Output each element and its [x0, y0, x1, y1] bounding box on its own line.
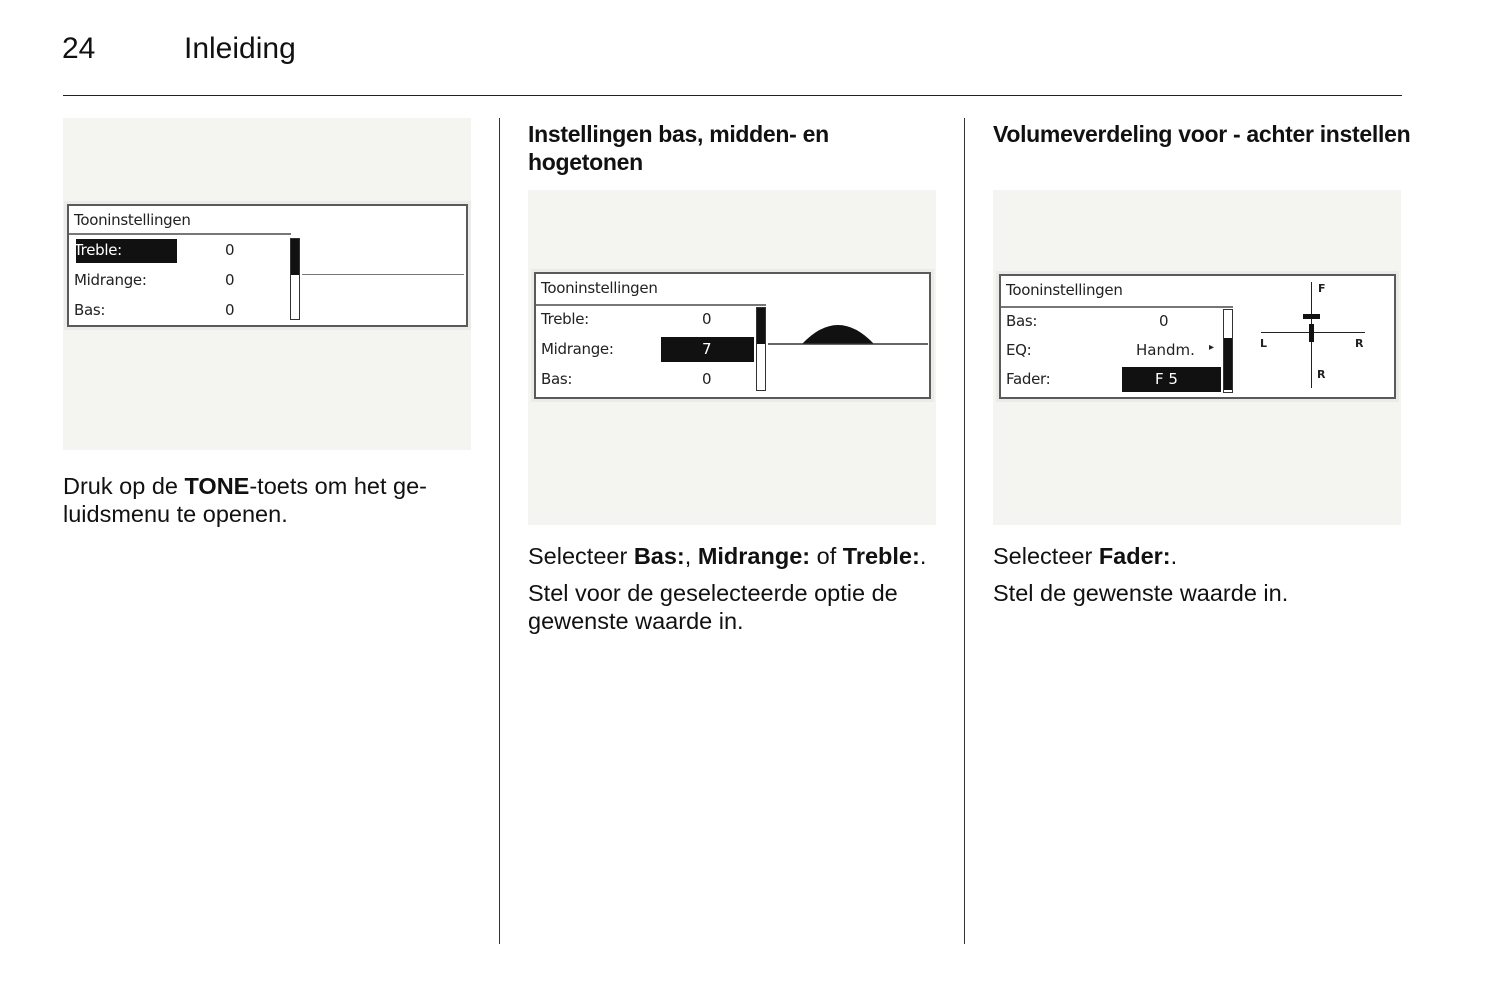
page-number: 24: [62, 32, 96, 65]
tone-screen-figure-3: [993, 190, 1401, 525]
display-screen: [999, 274, 1396, 399]
chapter-title: Inleiding: [184, 32, 296, 65]
eq-curve-midrange: [768, 314, 928, 354]
body-text-col2: Selecteer Bas:, Midrange: of Treble:. Stel voor de geselecteerde optie de gewenste waarde in.: [528, 543, 927, 634]
body-text-col1: Druk op de TONE-toets om het ge-luidsmenu te openen.: [63, 473, 427, 527]
setting-label: Fader:: [1006, 370, 1051, 388]
setting-row-treble: [69, 239, 309, 263]
setting-value: 0: [225, 301, 235, 319]
display-screen: [534, 272, 931, 399]
setting-row-treble: [536, 308, 776, 332]
setting-value: 0: [1159, 312, 1169, 330]
setting-row-bas: [69, 299, 309, 323]
scrollbar: [1223, 309, 1233, 393]
body-text-col3: Selecteer Fader:. Stel de gewenste waarde in.: [993, 543, 1289, 606]
balance-right-label: R: [1355, 337, 1364, 350]
screen-title: Tooninstellingen: [74, 211, 191, 229]
setting-row-midrange: [69, 269, 309, 293]
section-heading-tones: Instellingen bas, midden- en hogetonen: [528, 121, 829, 175]
fader-front-label: F: [1318, 282, 1326, 295]
setting-value: Handm.: [1136, 341, 1195, 359]
column-divider-1: [499, 118, 500, 944]
setting-label: Treble:: [74, 241, 122, 259]
title-underline: [536, 304, 766, 306]
submenu-arrow-icon: ▸: [1209, 342, 1215, 353]
eq-curve-flat: [302, 274, 464, 275]
setting-label: Midrange:: [541, 340, 614, 358]
setting-value: 0: [702, 370, 712, 388]
title-underline: [1001, 306, 1233, 308]
setting-row-bas: [536, 368, 776, 392]
column-divider-2: [964, 118, 965, 944]
balance-left-label: L: [1260, 337, 1268, 350]
tone-screen-figure-2: [528, 190, 936, 525]
title-underline: [69, 233, 291, 235]
setting-row-fader: [1001, 368, 1241, 392]
setting-value: 0: [702, 310, 712, 328]
tone-screen-figure-1: [63, 118, 471, 450]
setting-label: Treble:: [541, 310, 589, 328]
setting-row-eq: [1001, 339, 1241, 363]
scrollbar: [290, 238, 300, 320]
screen-title: Tooninstellingen: [541, 279, 658, 297]
setting-label: Bas:: [541, 370, 573, 388]
screen-title: Tooninstellingen: [1006, 281, 1123, 299]
scrollbar: [756, 307, 766, 391]
setting-row-midrange: [536, 338, 776, 362]
setting-value: 0: [225, 271, 235, 289]
setting-row-bas: [1001, 310, 1241, 334]
section-heading-fader: Volumeverdeling voor - achter instellen: [993, 121, 1411, 147]
fader-rear-label: R: [1317, 368, 1326, 381]
setting-value: 7: [702, 340, 712, 358]
display-screen: [67, 204, 468, 327]
setting-label: Bas:: [74, 301, 106, 319]
setting-value: F 5: [1155, 370, 1178, 388]
header-rule: [63, 95, 1402, 96]
setting-label: Midrange:: [74, 271, 147, 289]
setting-label: EQ:: [1006, 341, 1032, 359]
setting-label: Bas:: [1006, 312, 1038, 330]
fader-balance-diagram: [1259, 280, 1369, 390]
setting-value: 0: [225, 241, 235, 259]
